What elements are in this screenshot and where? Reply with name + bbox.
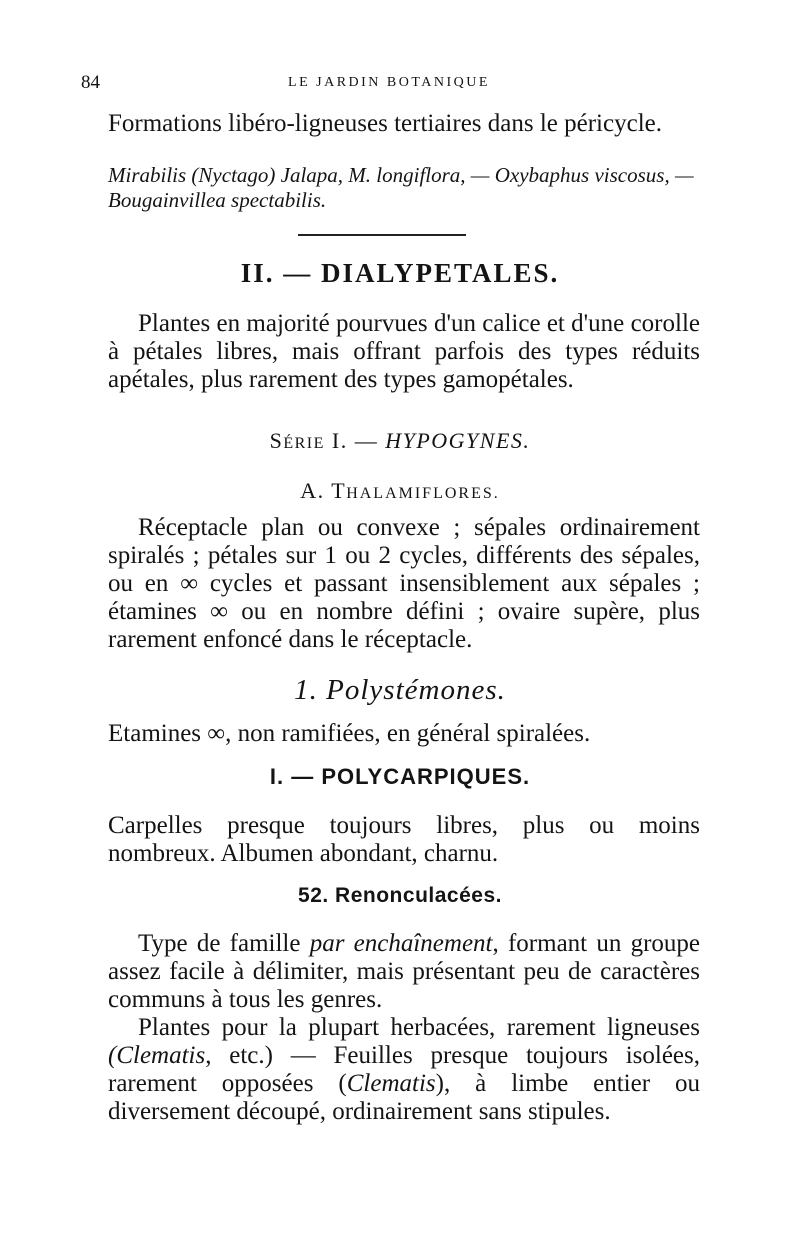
division-heading: II. — DIALYPETALES. [240, 258, 560, 288]
pericycle-paragraph: Formations libéro-ligneuses tertiaires dans le péricycle. [108, 110, 662, 137]
subclass-letter: A. [300, 478, 332, 503]
family-p1-emphasis: par enchaînement [309, 930, 493, 957]
page-header [81, 72, 697, 96]
serie-number: I. — [324, 428, 386, 453]
page-number: 84 [81, 72, 100, 93]
species-list [108, 163, 700, 213]
family-paragraph-1 [108, 930, 700, 1014]
serie-prefix-rest: ÉRIE [283, 435, 325, 452]
order-heading: I. — POLYCARPIQUES. [269, 764, 531, 789]
subclass-paragraph: Réceptacle plan ou convexe ; sépales ordinairement spiralés ; pétales sur 1 ou 2 cycles, différents des sépales, ou en ∞ cycles et passant insensiblement aux sépales ; étamines ∞ ou en nombre défini ; ovaire supère, plus rarement enfoncé dans le réceptacle. [108, 514, 700, 653]
family-paragraph-2 [108, 1014, 700, 1126]
subclass-rest: HALAMIFLORES. [346, 485, 500, 502]
division-paragraph: Plantes en majorité pourvues d'un calice et d'une corolle à pétales libres, mais offrant parfois des types réduits apétales, plus rarement des types gamopétales. [108, 310, 700, 393]
family-block [108, 930, 700, 1126]
family-p1-before: Type de famille [138, 930, 310, 957]
cohort-paragraph: Etamines ∞, non ramifiées, en général spiralées. [108, 720, 591, 747]
subclass-initial: T [331, 478, 347, 503]
order-paragraph: Carpelles presque toujours libres, plus ou moins nombreux. Albumen abondant, charnu. [108, 812, 700, 867]
family-p1-after: , formant un groupe assez facile à délimiter, mais présentant peu de caractères communs à tous les genres. [108, 930, 700, 1013]
subclass-heading [0, 478, 800, 504]
running-title: LE JARDIN BOTANIQUE [288, 75, 490, 90]
serie-prefix-initial: S [269, 428, 284, 453]
serie-name: HYPOGYNES. [385, 428, 531, 453]
family-p2-genus1: (Clematis [108, 1042, 206, 1069]
division-block [108, 310, 700, 394]
order-block [108, 812, 700, 868]
cohort-heading: 1. Polystémones. [294, 674, 506, 706]
family-p2-part3: ), à limbe entier ou diversement découpé, ordinairement sans stipules. [108, 1070, 700, 1125]
subclass-block [108, 514, 700, 654]
pericycle-block [108, 110, 700, 138]
family-heading: 52. Renonculacées. [298, 884, 502, 907]
species-line: Mirabilis (Nyctago) Jalapa, M. longiflora, — Oxybaphus viscosus, — Bougainvillea spectabilis. [108, 163, 694, 212]
cohort-block [108, 720, 700, 748]
family-p2-genus2: Clematis [346, 1070, 436, 1097]
serie-heading [0, 428, 800, 454]
family-p2-part2: , etc.) — Feuilles presque toujours isolées, rarement opposées ( [108, 1042, 700, 1097]
section-divider-rule [298, 234, 466, 236]
family-p2-part1: Plantes pour la plupart herbacées, rarement ligneuses [138, 1014, 700, 1041]
